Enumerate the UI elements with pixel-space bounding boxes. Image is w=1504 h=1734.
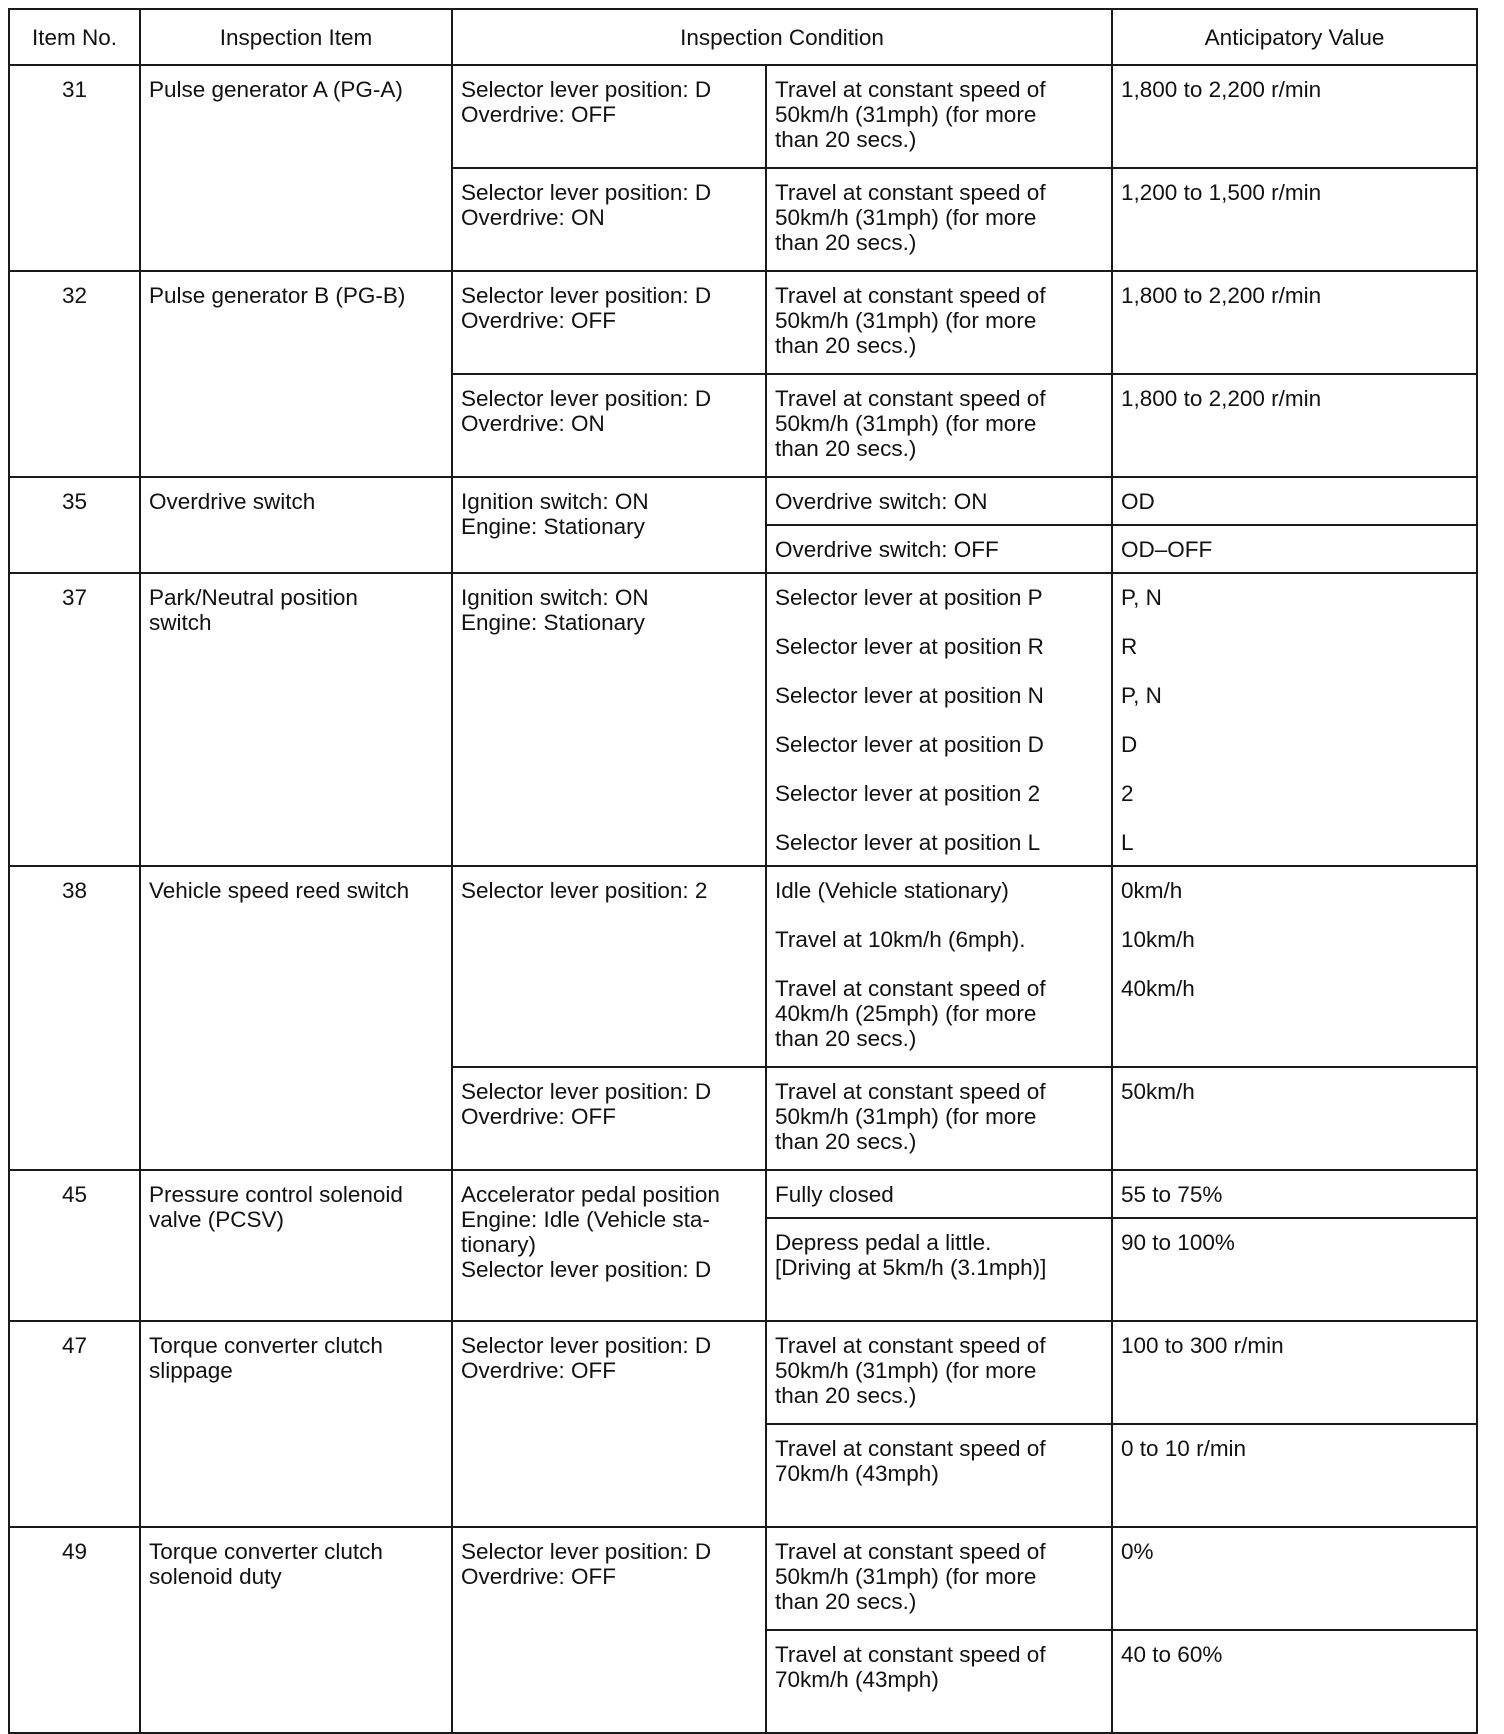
condition-detail: Selector lever at position D [766,720,1112,769]
inspection-condition: Selector lever position: D Overdrive: OFF [452,1067,766,1170]
inspection-condition: Selector lever position: D Overdrive: OFF [452,1527,766,1733]
anticipatory-value: 0% [1112,1527,1477,1630]
anticipatory-value: 1,800 to 2,200 r/min [1112,271,1477,374]
condition-detail: Depress pedal a little. [Driving at 5km/h (3.1mph)] [766,1218,1112,1321]
anticipatory-value: D [1112,720,1477,769]
item-number: 35 [9,477,140,573]
anticipatory-value: R [1112,622,1477,671]
anticipatory-value: 100 to 300 r/min [1112,1321,1477,1424]
table-row [9,1527,1477,1630]
item-number: 32 [9,271,140,477]
anticipatory-value: 40km/h [1112,964,1477,1067]
inspection-item-name: Vehicle speed reed switch [140,866,452,1170]
inspection-condition: Accelerator pedal position Engine: Idle (Vehicle sta- tionary) Selector lever position: D [452,1170,766,1321]
inspection-item-name: Torque converter clutch solenoid duty [140,1527,452,1733]
inspection-condition: Selector lever position: D Overdrive: OFF [452,1321,766,1527]
anticipatory-value: 2 [1112,769,1477,818]
anticipatory-value: OD–OFF [1112,525,1477,573]
inspection-item-name: Overdrive switch [140,477,452,573]
condition-detail: Travel at constant speed of 70km/h (43mph) [766,1630,1112,1733]
condition-detail: Travel at constant speed of 50km/h (31mph) (for more than 20 secs.) [766,374,1112,477]
anticipatory-value: 50km/h [1112,1067,1477,1170]
condition-detail: Selector lever at position N [766,671,1112,720]
inspection-condition: Selector lever position: 2 [452,866,766,1067]
condition-detail: Travel at constant speed of 50km/h (31mph) (for more than 20 secs.) [766,65,1112,168]
inspection-condition: Selector lever position: D Overdrive: ON [452,168,766,271]
inspection-condition: Selector lever position: D Overdrive: ON [452,374,766,477]
header-inspection-item: Inspection Item [140,9,452,65]
anticipatory-value: 10km/h [1112,915,1477,964]
anticipatory-value: 1,800 to 2,200 r/min [1112,65,1477,168]
inspection-table [8,8,1478,1734]
table-row [9,1321,1477,1424]
condition-detail: Travel at constant speed of 50km/h (31mph) (for more than 20 secs.) [766,1067,1112,1170]
inspection-condition: Selector lever position: D Overdrive: OFF [452,271,766,374]
header-item-no: Item No. [9,9,140,65]
header-anticipatory-value: Anticipatory Value [1112,9,1477,65]
condition-detail: Travel at constant speed of 50km/h (31mph) (for more than 20 secs.) [766,168,1112,271]
inspection-condition: Ignition switch: ON Engine: Stationary [452,477,766,573]
table-row [9,1170,1477,1218]
anticipatory-value: 1,200 to 1,500 r/min [1112,168,1477,271]
anticipatory-value: 1,800 to 2,200 r/min [1112,374,1477,477]
header-row [9,9,1477,65]
condition-detail: Fully closed [766,1170,1112,1218]
anticipatory-value: P, N [1112,573,1477,622]
anticipatory-value: P, N [1112,671,1477,720]
inspection-condition: Selector lever position: D Overdrive: OFF [452,65,766,168]
condition-detail: Selector lever at position L [766,818,1112,866]
item-number: 31 [9,65,140,271]
condition-detail: Travel at constant speed of 50km/h (31mph) (for more than 20 secs.) [766,1527,1112,1630]
table-row [9,271,1477,374]
condition-detail: Selector lever at position 2 [766,769,1112,818]
table-row [9,65,1477,168]
inspection-condition: Ignition switch: ON Engine: Stationary [452,573,766,866]
table-row [9,866,1477,915]
anticipatory-value: 90 to 100% [1112,1218,1477,1321]
item-number: 45 [9,1170,140,1321]
condition-detail: Travel at constant speed of 40km/h (25mph) (for more than 20 secs.) [766,964,1112,1067]
anticipatory-value: 0 to 10 r/min [1112,1424,1477,1527]
condition-detail: Overdrive switch: OFF [766,525,1112,573]
inspection-item-name: Pulse generator B (PG-B) [140,271,452,477]
inspection-item-name: Torque converter clutch slippage [140,1321,452,1527]
condition-detail: Travel at constant speed of 50km/h (31mph) (for more than 20 secs.) [766,1321,1112,1424]
anticipatory-value: L [1112,818,1477,866]
inspection-item-name: Pressure control solenoid valve (PCSV) [140,1170,452,1321]
condition-detail: Idle (Vehicle stationary) [766,866,1112,915]
table-row [9,573,1477,622]
condition-detail: Selector lever at position P [766,573,1112,622]
inspection-item-name: Pulse generator A (PG-A) [140,65,452,271]
anticipatory-value: 0km/h [1112,866,1477,915]
item-number: 37 [9,573,140,866]
table-body [9,65,1477,1733]
header-inspection-condition: Inspection Condition [452,9,1112,65]
condition-detail: Selector lever at position R [766,622,1112,671]
anticipatory-value: 40 to 60% [1112,1630,1477,1733]
condition-detail: Travel at 10km/h (6mph). [766,915,1112,964]
item-number: 38 [9,866,140,1170]
anticipatory-value: 55 to 75% [1112,1170,1477,1218]
inspection-item-name: Park/Neutral position switch [140,573,452,866]
condition-detail: Overdrive switch: ON [766,477,1112,525]
table-row [9,477,1477,525]
item-number: 47 [9,1321,140,1527]
anticipatory-value: OD [1112,477,1477,525]
item-number: 49 [9,1527,140,1733]
condition-detail: Travel at constant speed of 50km/h (31mph) (for more than 20 secs.) [766,271,1112,374]
condition-detail: Travel at constant speed of 70km/h (43mph) [766,1424,1112,1527]
